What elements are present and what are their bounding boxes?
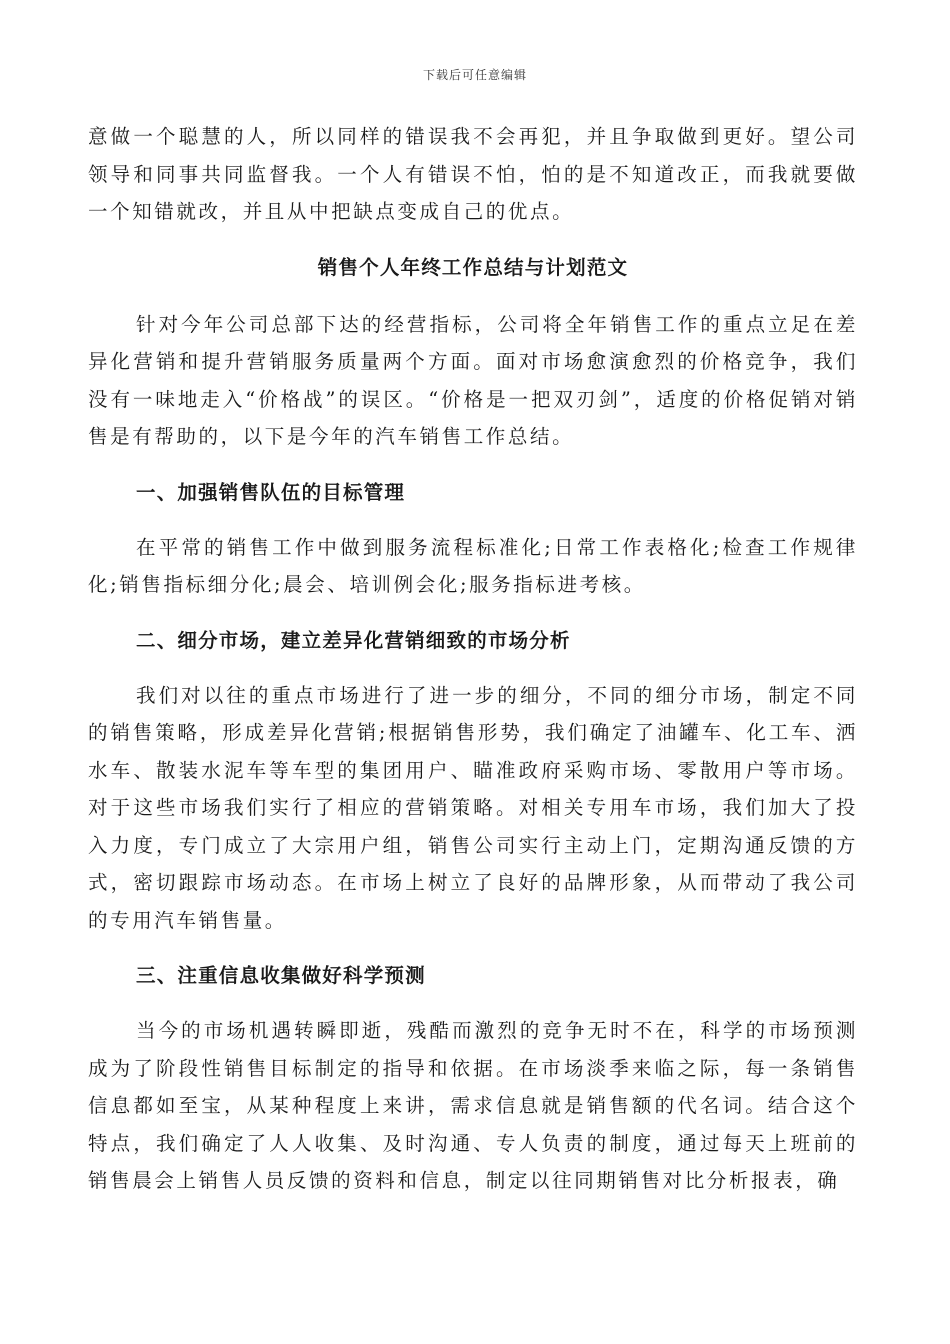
page-header: 下载后可任意编辑 [422,68,527,82]
intro-paragraph: 意做一个聪慧的人，所以同样的错误我不会再犯，并且争取做到更好。望公司领导和同事共同监督我。一个人有错误不怕，怕的是不知道改正，而我就要做一个知错就改，并且从中把缺点变成自己的优点。 [88,125,858,223]
opening-paragraph: 针对今年公司总部下达的经营指标，公司将全年销售工作的重点立足在差异化营销和提升营销服务质量两个方面。面对市场愈演愈烈的价格竞争，我们没有一味地走入“价格战”的误区。“价格是一把双刃剑”，适度的价格促销对销售是有帮助的，以下是今年的汽车销售工作总结。 [88,312,858,448]
section-2-paragraph: 我们对以往的重点市场进行了进一步的细分，不同的细分市场，制定不同的销售策略，形成差异化营销;根据销售形势，我们确定了油罐车、化工车、洒水车、散装水泥车等车型的集团用户、瞄准政府采购市场、零散用户等市场。对于这些市场我们实行了相应的营销策略。对相关专用车市场，我们加大了投入力度，专门成立了大宗用户组，销售公司实行主动上门，定期沟通反馈的方式，密切跟踪市场动态。在市场上树立了良好的品牌形象，从而带动了我公司的专用汽车销售量。 [88,683,858,932]
document-title: 销售个人年终工作总结与计划范文 [317,255,629,279]
section-3-paragraph: 当今的市场机遇转瞬即逝，残酷而激烈的竞争无时不在，科学的市场预测成为了阶段性销售目标制定的指导和依据。在市场淡季来临之际，每一条销售信息都如至宝，从某种程度上来讲，需求信息就是销售额的代名词。结合这个特点，我们确定了人人收集、及时沟通、专人负责的制度，通过每天上班前的销售晨会上销售人员反馈的资料和信息，制定以往同期销售对比分析报表，确 [88,1019,858,1192]
section-2-heading: 二、细分市场，建立差异化营销细致的市场分析 [136,628,571,652]
section-1-heading: 一、加强销售队伍的目标管理 [136,480,406,504]
section-3-heading: 三、注重信息收集做好科学预测 [136,964,426,987]
document-body [88,118,858,1200]
section-1-paragraph: 在平常的销售工作中做到服务流程标准化;日常工作表格化;检查工作规律化;销售指标细分化;晨会、培训例会化;服务指标进考核。 [88,535,858,596]
